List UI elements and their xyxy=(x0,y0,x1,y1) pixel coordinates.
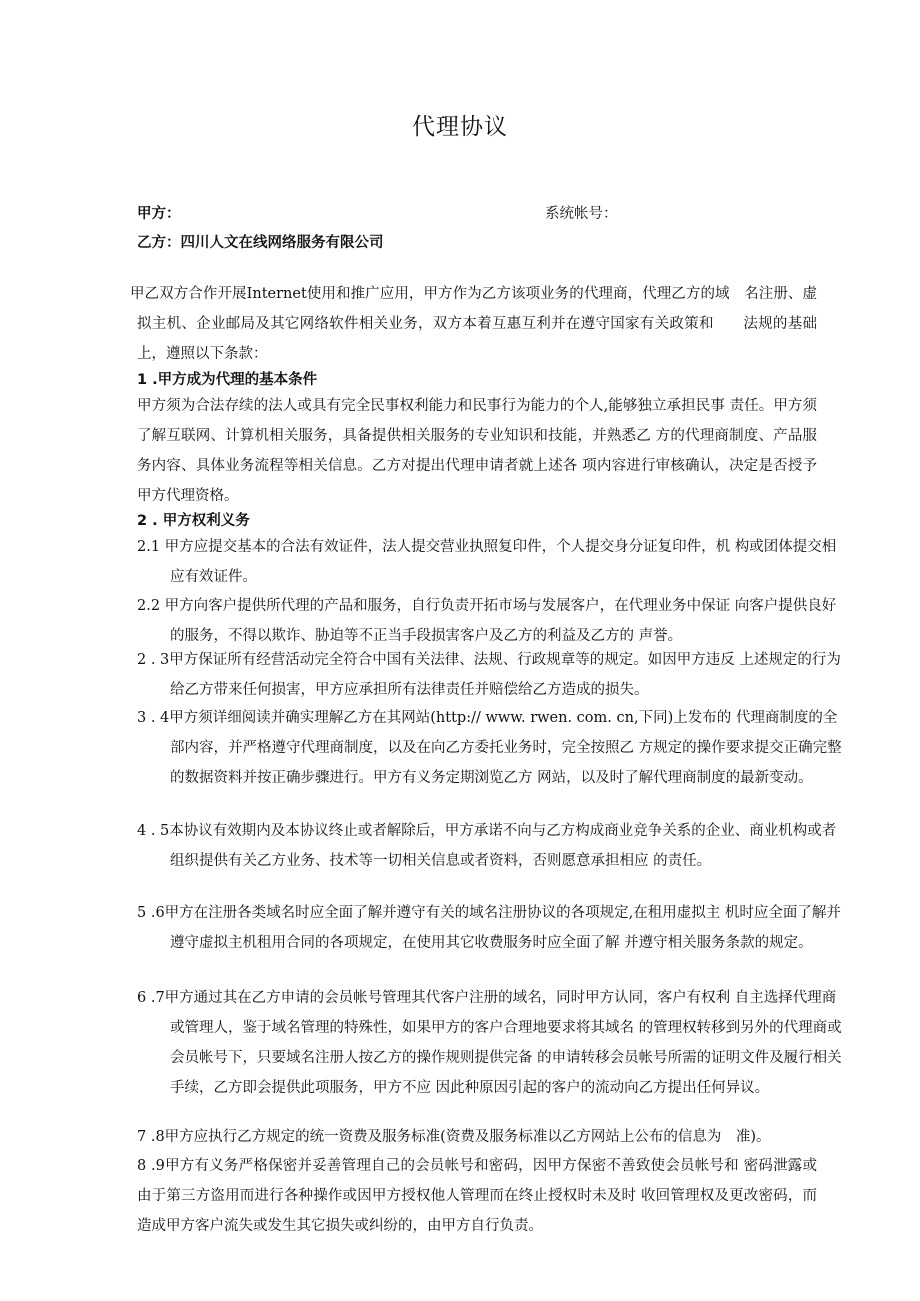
clause-2-7: 6 .7甲方通过其在乙方申请的会员帐号管理其代客户注册的域名，同时甲方认同，客户有权利 自主选择代理商或管理人，鉴于域名管理的特殊性，如果甲方的客户合理地要求将其域名 的管理权转移到另外的代理商或会员帐号下，只要域名注册人按乙方的操作规则提供完备 的申请转移会员帐号所需的证明文件及履行相关手续，乙方即会提供此项服务，甲方不应 因此种原因引起的客户的流动向乙方提出任何异议。 xyxy=(137,990,842,1096)
clause-2-5: 4 . 5本协议有效期内及本协议终止或者解除后，甲方承诺不向与乙方构成商业竞争关系的企业、商业机构或者组织提供有关乙方业务、技术等一切相关信息或者资料，否则愿意承担相应 的责任。 xyxy=(137,823,837,869)
clause-2-3: 2 . 3甲方保证所有经营活动完全符合中国有关法律、法规、行政规章等的规定。如因甲方违反 上述规定的行为给乙方带来任何损害，甲方应承担所有法律责任并赔偿给乙方造成的损失。 xyxy=(137,652,841,698)
account-label: 系统帐号： xyxy=(545,206,618,222)
party-b: 乙方：四川人文在线网络服务有限公司 xyxy=(137,235,384,251)
clause-2-6: 5 .6甲方在注册各类域名时应全面了解并遵守有关的域名注册协议的各项规定,在租用虚拟主 机时应全面了解并遵守虚拟主机租用合同的各项规定，在使用其它收费服务时应全面了解 并遵守相关服务条款的规定。 xyxy=(137,905,841,951)
clause-2-2: 2.2 甲方向客户提供所代理的产品和服务，自行负责开拓市场与发展客户，在代理业务中保证 向客户提供良好的服务，不得以欺诈、胁迫等不正当手段损害客户及乙方的利益及乙方的 声誉。 xyxy=(137,598,837,644)
intro-paragraph: 甲乙双方合作开展Internet使用和推广应用，甲方作为乙方该项业务的代理商，代理乙方的域 名注册、虚拟主机、企业邮局及其它网络软件相关业务，双方本着互惠互利并在遵守国家有关政策和 法规的基础上，遵照以下条款： xyxy=(130,286,817,362)
clause-2-1: 2.1 甲方应提交基本的合法有效证件，法人提交营业执照复印件，个人提交身分证复印件，机 构或团体提交相应有效证件。 xyxy=(137,539,837,585)
party-a-label: 甲方： xyxy=(137,206,181,222)
section1-heading: 1 .甲方成为代理的基本条件 xyxy=(137,372,318,388)
section2-heading: 2 . 甲方权利义务 xyxy=(137,513,250,529)
clause-2-4: 3 . 4甲方须详细阅读并确实理解乙方在其网站(http:// www. rwen. com. cn,下同)上发布的 代理商制度的全部内容，并严格遵守代理商制度，以及在向乙方委托业务时，完全按照乙 方规定的操作要求提交正确完整的数据资料并按正确步骤进行。甲方有义务定期浏览乙方 网站，以及时了解代理商制度的最新变动。 xyxy=(137,710,842,786)
clause-2-8: 7 .8甲方应执行乙方规定的统一资费及服务标准(资费及服务标准以乙方网站上公布的信息为 准)。 xyxy=(137,1129,771,1145)
page-title: 代理协议 xyxy=(412,114,508,140)
section1-body: 甲方须为合法存续的法人或具有完全民事权利能力和民事行为能力的个人,能够独立承担民事 责任。甲方须了解互联网、计算机相关服务，具备提供相关服务的专业知识和技能，并熟悉乙 方的代理商制度、产品服务内容、具体业务流程等相关信息。乙方对提出代理申请者就上述各 项内容进行审核确认，决定是否授予甲方代理资格。 xyxy=(137,398,817,504)
clause-2-9: 8 .9甲方有义务严格保密并妥善管理自己的会员帐号和密码，因甲方保密不善致使会员帐号和 密码泄露或由于第三方盗用而进行各种操作或因甲方授权他人管理而在终止授权时未及时 收回管理权及更改密码，而造成甲方客户流失或发生其它损失或纠纷的，由甲方自行负责。 xyxy=(137,1158,817,1234)
